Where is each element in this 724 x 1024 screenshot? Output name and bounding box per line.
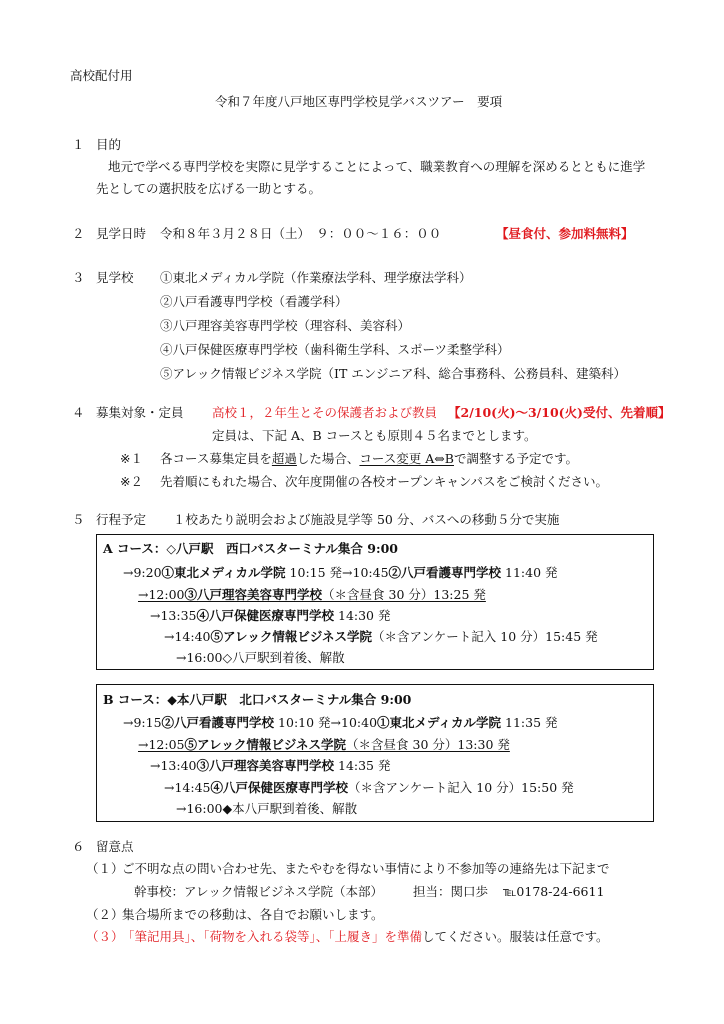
note-text: で調整する予定です。 bbox=[453, 451, 578, 466]
section-heading: 見学日時 bbox=[96, 226, 147, 241]
step-time: →12:00 bbox=[138, 587, 185, 602]
note-number: （３） bbox=[86, 929, 124, 944]
step-time: →9:15 bbox=[123, 715, 162, 730]
step-detail: 11:35 発 bbox=[501, 715, 558, 730]
section-heading: 見学校 bbox=[96, 270, 134, 285]
section-number: ２ bbox=[72, 226, 85, 241]
step-detail: 10:15 発→10:45 bbox=[285, 565, 389, 580]
note-underline-change: コース変更 A⇔B bbox=[359, 451, 454, 466]
step-school: ③八戸理容美容専門学校 bbox=[196, 758, 335, 773]
step-detail: 10:10 発→10:40 bbox=[274, 715, 378, 730]
course-b-step-2 bbox=[138, 737, 510, 753]
school-item: ①東北メディカル学院（作業療法学科、理学療法学科） bbox=[160, 270, 472, 285]
school-item: ④八戸保健医療専門学校（歯科衛生学科、スポーツ柔整学科） bbox=[160, 342, 510, 357]
course-a-step-5: →16:00◇八戸駅到着後、解散 bbox=[176, 650, 345, 665]
step-time: →13:40 bbox=[150, 758, 197, 773]
visit-datetime: 令和８年３月２８日（土） ９：００～１６：００ bbox=[160, 226, 442, 241]
note-course-change bbox=[160, 451, 578, 467]
course-a-step-3 bbox=[150, 608, 391, 624]
contact-organization: 幹事校：アレック情報ビジネス学院（本部） bbox=[134, 884, 384, 899]
step-detail: 14:35 発 bbox=[334, 758, 391, 773]
step-time: →14:40 bbox=[164, 629, 211, 644]
step-detail: 11:40 発 bbox=[501, 565, 558, 580]
course-b-step-3 bbox=[150, 758, 391, 774]
section-heading: 目的 bbox=[96, 137, 122, 152]
note-travel: 集合場所までの移動は、各自でお願いします。 bbox=[122, 907, 384, 922]
course-b-step-5: →16:00◆本八戸駅到着後、解散 bbox=[176, 801, 358, 816]
course-b-step-1 bbox=[123, 715, 558, 731]
schedule-summary: １校あたり説明会および施設見学等 50 分、バスへの移動５分で実施 bbox=[173, 512, 560, 527]
capacity-text: 定員は、下記 A、B コースとも原則４５名までとします。 bbox=[212, 428, 537, 443]
step-detail: （＊含アンケート記入 10 分）15:50 発 bbox=[348, 780, 574, 795]
section-number: １ bbox=[72, 137, 85, 152]
step-school: ②八戸看護専門学校 bbox=[388, 565, 502, 580]
note-belongings-rest: してください。服装は任意です。 bbox=[422, 929, 609, 944]
step-school: ⑤アレック情報ビジネス学院 bbox=[210, 629, 373, 644]
note-contact: ご不明な点の問い合わせ先、またやむを得ない事情により不参加等の連絡先は下記まで bbox=[122, 861, 610, 876]
course-a-step-1 bbox=[123, 565, 558, 581]
purpose-line-2: 先としての選択肢を広げる一助とする。 bbox=[96, 181, 322, 196]
note-underline-exceed: 超過 bbox=[271, 451, 297, 466]
application-period: 【2/10(火)～3/10(火)受付、先着順】 bbox=[448, 405, 671, 420]
course-a-title: A コース：◇八戸駅 西口バスターミナル集合 9:00 bbox=[103, 541, 398, 556]
step-time: →9:20 bbox=[123, 565, 162, 580]
step-detail: （＊含昼食 30 分）13:30 発 bbox=[346, 737, 510, 752]
section-number: ５ bbox=[72, 512, 85, 527]
note-waitlist: 先着順にもれた場合、次年度開催の各校オープンキャンパスをご検討ください。 bbox=[160, 474, 609, 489]
step-detail: （＊含アンケート記入 10 分）15:45 発 bbox=[372, 629, 598, 644]
contact-phone: ℡0178-24-6611 bbox=[503, 884, 605, 899]
section-heading: 募集対象・定員 bbox=[96, 405, 184, 420]
purpose-line-1: 地元で学べる専門学校を実際に見学することによって、職業教育への理解を深めるとともに進学 bbox=[108, 159, 646, 174]
step-time: →13:35 bbox=[150, 608, 197, 623]
note-number: （２） bbox=[86, 907, 124, 922]
school-item: ⑤アレック情報ビジネス学院（IT エンジニア科、総合事務科、公務員科、建築科） bbox=[160, 366, 626, 381]
step-detail: 14:30 発 bbox=[334, 608, 391, 623]
step-school: ⑤アレック情報ビジネス学院 bbox=[184, 737, 347, 752]
step-school: ④八戸保健医療専門学校 bbox=[210, 780, 349, 795]
document-title: 令和７年度八戸地区専門学校見学バスツアー 要項 bbox=[215, 94, 503, 109]
section-heading: 留意点 bbox=[96, 839, 134, 854]
school-item: ②八戸看護専門学校（看護学科） bbox=[160, 294, 348, 309]
note-belongings-highlight: 「筆記用具」、「荷物を入れる袋等」、「上履き」を準備 bbox=[122, 929, 423, 944]
step-school: ②八戸看護専門学校 bbox=[161, 715, 275, 730]
school-item: ③八戸理容美容専門学校（理容科、美容科） bbox=[160, 318, 411, 333]
step-school: ③八戸理容美容専門学校 bbox=[184, 587, 323, 602]
target-audience: 高校１，２年生とその保護者および教員 bbox=[212, 405, 438, 420]
note-mark: ※１ bbox=[120, 451, 143, 466]
lunch-free-note: 【昼食付、参加料無料】 bbox=[496, 226, 634, 241]
course-a-step-4 bbox=[164, 629, 598, 645]
note-text: 各コース募集定員を bbox=[160, 451, 272, 466]
note-belongings bbox=[122, 929, 609, 945]
step-school: ①東北メディカル学院 bbox=[377, 715, 502, 730]
section-number: ３ bbox=[72, 270, 85, 285]
step-school: ④八戸保健医療専門学校 bbox=[196, 608, 335, 623]
step-time: →12:05 bbox=[138, 737, 185, 752]
note-mark: ※２ bbox=[120, 474, 143, 489]
step-time: →14:45 bbox=[164, 780, 211, 795]
note-text: した場合、 bbox=[296, 451, 360, 466]
distribution-label: 高校配付用 bbox=[70, 68, 133, 83]
contact-person: 担当：関口歩 bbox=[413, 884, 489, 899]
section-number: ６ bbox=[72, 839, 85, 854]
note-number: （１） bbox=[86, 861, 124, 876]
step-school: ①東北メディカル学院 bbox=[161, 565, 286, 580]
step-detail: （＊含昼食 30 分）13:25 発 bbox=[322, 587, 486, 602]
section-number: ４ bbox=[72, 405, 85, 420]
course-a-step-2 bbox=[138, 587, 486, 603]
section-heading: 行程予定 bbox=[96, 512, 147, 527]
course-b-title: B コース：◆本八戸駅 北口バスターミナル集合 9:00 bbox=[103, 692, 412, 707]
course-b-step-4 bbox=[164, 780, 574, 796]
